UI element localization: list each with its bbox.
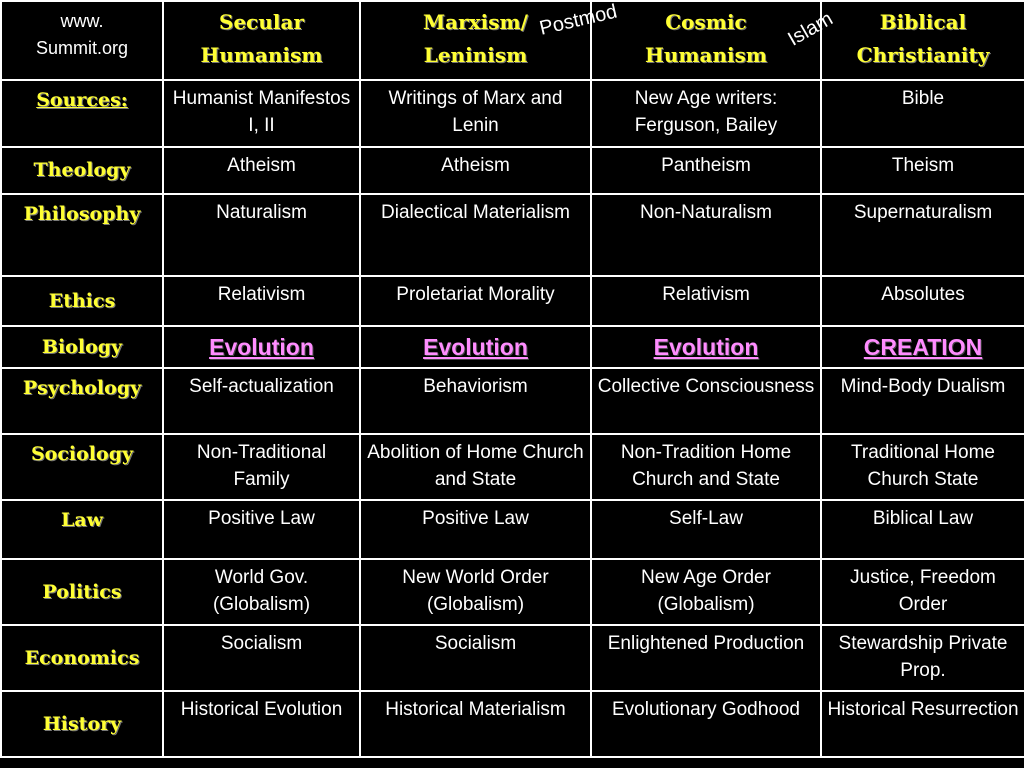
row-label-economics: Economics bbox=[1, 625, 163, 691]
table-cell: Theism bbox=[821, 147, 1024, 194]
table-cell: Humanist Manifestos I, II bbox=[163, 80, 360, 147]
header-row bbox=[1, 1, 1024, 80]
table-row bbox=[1, 276, 1024, 326]
source-website-line1: www. bbox=[60, 11, 104, 31]
table-cell: Historical Materialism bbox=[360, 691, 591, 757]
table-cell: Supernaturalism bbox=[821, 194, 1024, 276]
row-label-ethics: Ethics bbox=[1, 276, 163, 326]
table-row bbox=[1, 500, 1024, 559]
table-cell: Collective Consciousness bbox=[591, 368, 821, 434]
table-cell: Dialectical Materialism bbox=[360, 194, 591, 276]
row-label-law: Law bbox=[1, 500, 163, 559]
source-website-line2: Summit.org bbox=[35, 38, 129, 58]
table-cell: Relativism bbox=[591, 276, 821, 326]
table-row bbox=[1, 434, 1024, 500]
table-row bbox=[1, 559, 1024, 625]
table-cell: Naturalism bbox=[163, 194, 360, 276]
table-cell: Biblical Law bbox=[821, 500, 1024, 559]
biology-cell: CREATION bbox=[821, 326, 1024, 368]
table-cell: Abolition of Home Church and State bbox=[360, 434, 591, 500]
table-cell: Absolutes bbox=[821, 276, 1024, 326]
row-label-psychology: Psychology bbox=[1, 368, 163, 434]
table-cell: Proletariat Morality bbox=[360, 276, 591, 326]
table-cell: Self-Law bbox=[591, 500, 821, 559]
table-cell: Relativism bbox=[163, 276, 360, 326]
table-cell: World Gov. (Globalism) bbox=[163, 559, 360, 625]
table-cell: Atheism bbox=[360, 147, 591, 194]
biology-cell: Evolution bbox=[360, 326, 591, 368]
table-row bbox=[1, 147, 1024, 194]
table-row bbox=[1, 326, 1024, 368]
row-label-biology: Biology bbox=[1, 326, 163, 368]
table-cell: Evolutionary Godhood bbox=[591, 691, 821, 757]
table-cell: Socialism bbox=[163, 625, 360, 691]
table-cell: Enlightened Production bbox=[591, 625, 821, 691]
row-label-politics: Politics bbox=[1, 559, 163, 625]
table-cell: New Age Order (Globalism) bbox=[591, 559, 821, 625]
table-row bbox=[1, 691, 1024, 757]
row-label-history: History bbox=[1, 691, 163, 757]
table-cell: Socialism bbox=[360, 625, 591, 691]
table-row bbox=[1, 194, 1024, 276]
table-cell: Historical Resurrection bbox=[821, 691, 1024, 757]
row-label-theology: Theology bbox=[1, 147, 163, 194]
islam-annotation: Islam bbox=[784, 7, 837, 51]
postmod-annotation: Postmod bbox=[537, 0, 620, 40]
column-header-cosmic-humanism: Cosmic Humanism bbox=[591, 1, 821, 80]
column-header-marxism-leninism: Marxism/ Leninism bbox=[360, 1, 591, 80]
table-cell: Bible bbox=[821, 80, 1024, 147]
column-header-secular-humanism: Secular Humanism bbox=[163, 1, 360, 80]
table-cell: Pantheism bbox=[591, 147, 821, 194]
table-cell: Behaviorism bbox=[360, 368, 591, 434]
table-cell: Mind-Body Dualism bbox=[821, 368, 1024, 434]
biology-cell: Evolution bbox=[163, 326, 360, 368]
table-cell: Positive Law bbox=[360, 500, 591, 559]
source-website bbox=[1, 1, 163, 80]
column-header-biblical-christianity: Biblical Christianity bbox=[821, 1, 1024, 80]
table-cell: Atheism bbox=[163, 147, 360, 194]
table-cell: Historical Evolution bbox=[163, 691, 360, 757]
table-cell: Stewardship Private Prop. bbox=[821, 625, 1024, 691]
row-label-sociology: Sociology bbox=[1, 434, 163, 500]
table-cell: Traditional Home Church State bbox=[821, 434, 1024, 500]
table-row bbox=[1, 80, 1024, 147]
table-cell: Positive Law bbox=[163, 500, 360, 559]
table-cell: Justice, Freedom Order bbox=[821, 559, 1024, 625]
table-row bbox=[1, 625, 1024, 691]
table-row bbox=[1, 368, 1024, 434]
table-cell: Writings of Marx and Lenin bbox=[360, 80, 591, 147]
table-cell: Non-Naturalism bbox=[591, 194, 821, 276]
biology-cell: Evolution bbox=[591, 326, 821, 368]
row-label-philosophy: Philosophy bbox=[1, 194, 163, 276]
table-cell: Non-Tradition Home Church and State bbox=[591, 434, 821, 500]
table-cell: New Age writers: Ferguson, Bailey bbox=[591, 80, 821, 147]
table-cell: New World Order (Globalism) bbox=[360, 559, 591, 625]
table-cell: Self-actualization bbox=[163, 368, 360, 434]
row-label-sources: Sources: bbox=[1, 80, 163, 147]
table-cell: Non-Traditional Family bbox=[163, 434, 360, 500]
